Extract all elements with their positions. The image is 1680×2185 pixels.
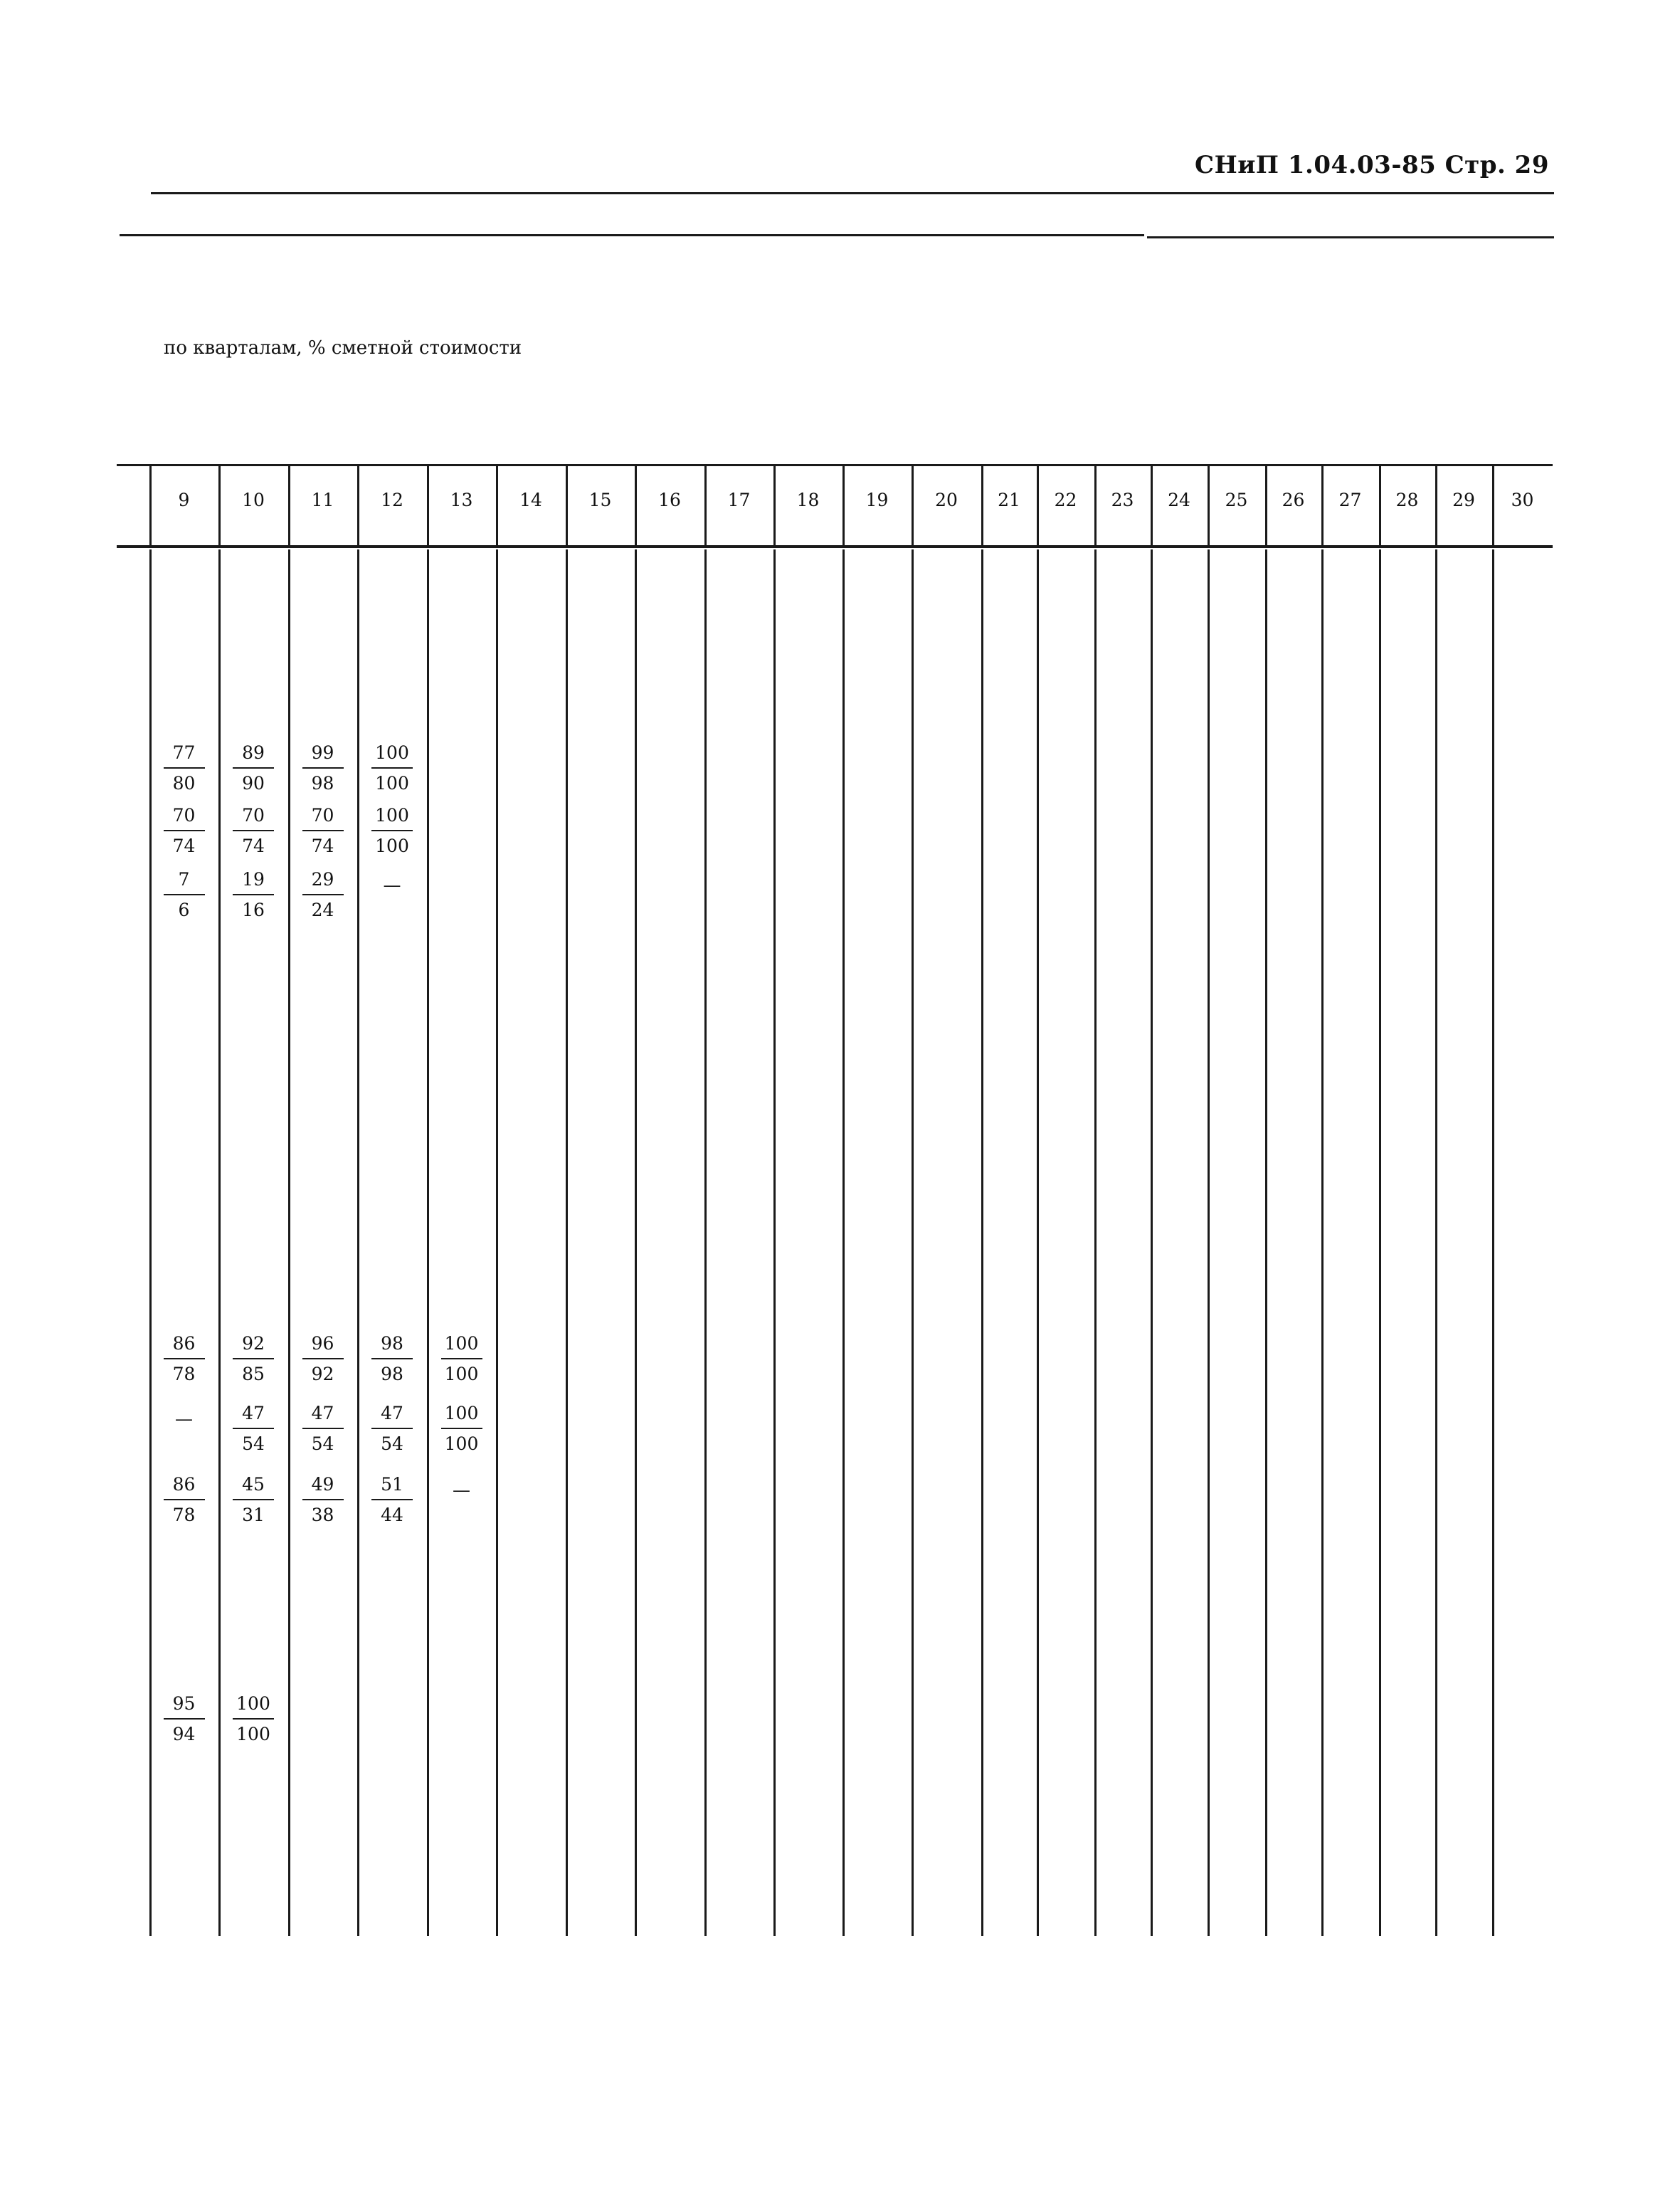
fraction-denominator: 38 xyxy=(311,1505,334,1525)
fraction-bar xyxy=(441,1358,482,1359)
fraction-cell xyxy=(295,742,352,795)
fraction-denominator: 74 xyxy=(242,836,265,856)
fraction-bar xyxy=(302,1358,344,1359)
column-header: 25 xyxy=(1225,490,1248,510)
fraction-bar xyxy=(233,894,274,895)
header-rule-left xyxy=(120,234,1144,236)
fraction-denominator: 98 xyxy=(311,773,334,794)
column-header: 22 xyxy=(1054,490,1077,510)
fraction-numerator: 100 xyxy=(236,1693,270,1714)
column-header: 20 xyxy=(935,490,958,510)
fraction-bar xyxy=(302,1499,344,1500)
fraction-cell xyxy=(364,742,421,795)
fraction-cell xyxy=(156,804,213,858)
fraction-numerator: 95 xyxy=(172,1693,196,1714)
fraction-bar xyxy=(164,767,205,769)
fraction-denominator: 78 xyxy=(172,1505,196,1525)
fraction-cell xyxy=(364,1473,421,1527)
column-header: 17 xyxy=(727,490,751,510)
fraction-bar xyxy=(233,1428,274,1429)
column-rule-header xyxy=(842,466,845,545)
fraction-numerator: 51 xyxy=(381,1474,403,1495)
column-header: 28 xyxy=(1395,490,1419,510)
fraction-bar xyxy=(371,1499,413,1500)
empty-cell-dash: — xyxy=(175,1409,193,1429)
fraction-bar xyxy=(371,830,413,831)
fraction-bar xyxy=(164,894,205,895)
fraction-denominator: 85 xyxy=(242,1364,265,1384)
column-rule-body xyxy=(1379,549,1381,1936)
fraction-cell xyxy=(156,868,213,922)
fraction-bar xyxy=(233,767,274,769)
fraction-cell xyxy=(295,1402,352,1455)
fraction-numerator: 49 xyxy=(311,1474,334,1495)
fraction-cell xyxy=(156,1692,213,1746)
fraction-cell xyxy=(156,1473,213,1527)
fraction-denominator: 54 xyxy=(381,1433,403,1454)
column-header: 19 xyxy=(865,490,889,510)
fraction-numerator: 19 xyxy=(242,869,265,890)
fraction-numerator: 99 xyxy=(311,742,334,763)
column-rule-body xyxy=(981,549,983,1936)
document-reference: СНиП 1.04.03-85 Стр. 29 xyxy=(1195,151,1549,179)
column-header: 26 xyxy=(1282,490,1305,510)
fraction-bar xyxy=(371,767,413,769)
fraction-cell xyxy=(295,804,352,858)
fraction-numerator: 47 xyxy=(311,1403,334,1423)
fraction-bar xyxy=(164,1358,205,1359)
column-header: 14 xyxy=(519,490,542,510)
fraction-cell xyxy=(364,804,421,858)
fraction-denominator: 92 xyxy=(311,1364,334,1384)
column-header: 21 xyxy=(998,490,1020,510)
fraction-denominator: 24 xyxy=(311,900,334,920)
fraction-bar xyxy=(233,1718,274,1720)
column-header: 12 xyxy=(381,490,403,510)
fraction-numerator: 70 xyxy=(311,805,334,826)
column-rule-body xyxy=(1435,549,1437,1936)
fraction-bar xyxy=(441,1428,482,1429)
fraction-cell xyxy=(225,804,282,858)
fraction-numerator: 98 xyxy=(381,1333,403,1354)
fraction-numerator: 100 xyxy=(375,742,409,763)
fraction-numerator: 92 xyxy=(242,1333,265,1354)
fraction-numerator: 70 xyxy=(242,805,265,826)
fraction-denominator: 54 xyxy=(242,1433,265,1454)
fraction-cell xyxy=(225,742,282,795)
fraction-bar xyxy=(164,1718,205,1720)
fraction-bar xyxy=(233,1499,274,1500)
fraction-denominator: 100 xyxy=(236,1724,270,1744)
fraction-bar xyxy=(302,767,344,769)
column-rule-header xyxy=(218,466,221,545)
column-rule-body xyxy=(1265,549,1267,1936)
fraction-cell xyxy=(364,1332,421,1386)
table-top-rule xyxy=(117,464,1553,466)
fraction-numerator: 45 xyxy=(242,1474,265,1495)
fraction-bar xyxy=(302,1428,344,1429)
fraction-cell xyxy=(295,1332,352,1386)
column-header: 23 xyxy=(1111,490,1134,510)
fraction-cell xyxy=(225,1473,282,1527)
table-caption: по кварталам, % сметной стоимости xyxy=(164,337,522,359)
fraction-cell xyxy=(433,1402,490,1455)
fraction-denominator: 54 xyxy=(311,1433,334,1454)
column-rule-header xyxy=(149,466,152,545)
fraction-denominator: 6 xyxy=(178,900,190,920)
column-rule-body xyxy=(1037,549,1039,1936)
column-rule-header xyxy=(912,466,914,545)
header-rule-top xyxy=(151,192,1554,194)
column-rule-body xyxy=(912,549,914,1936)
fraction-cell xyxy=(225,868,282,922)
fraction-denominator: 80 xyxy=(172,773,196,794)
fraction-numerator: 7 xyxy=(178,869,190,890)
column-header: 30 xyxy=(1511,490,1534,510)
column-rule-body xyxy=(635,549,637,1936)
fraction-numerator: 100 xyxy=(375,805,409,826)
fraction-denominator: 100 xyxy=(444,1433,479,1454)
fraction-denominator: 16 xyxy=(242,900,265,920)
fraction-numerator: 100 xyxy=(444,1403,479,1423)
fraction-cell xyxy=(225,1332,282,1386)
fraction-bar xyxy=(233,1358,274,1359)
column-rule-body xyxy=(149,549,152,1936)
column-header: 10 xyxy=(242,490,265,510)
column-rule-body xyxy=(566,549,568,1936)
column-header: 9 xyxy=(178,490,190,510)
fraction-denominator: 74 xyxy=(311,836,334,856)
fraction-denominator: 94 xyxy=(172,1724,196,1744)
column-header: 24 xyxy=(1168,490,1190,510)
fraction-cell xyxy=(225,1692,282,1746)
column-rule-body xyxy=(288,549,290,1936)
column-rule-body xyxy=(357,549,359,1936)
column-rule-body xyxy=(704,549,707,1936)
fraction-denominator: 31 xyxy=(242,1505,265,1525)
column-header: 11 xyxy=(311,490,334,510)
fraction-bar xyxy=(233,830,274,831)
fraction-denominator: 100 xyxy=(444,1364,479,1384)
column-rule-header xyxy=(357,466,359,545)
column-header: 15 xyxy=(588,490,612,510)
fraction-bar xyxy=(371,1428,413,1429)
fraction-numerator: 77 xyxy=(172,742,196,763)
fraction-denominator: 98 xyxy=(381,1364,403,1384)
column-rule-header xyxy=(288,466,290,545)
fraction-bar xyxy=(302,894,344,895)
fraction-bar xyxy=(164,830,205,831)
column-rule-body xyxy=(842,549,845,1936)
fraction-bar xyxy=(302,830,344,831)
column-rule-body xyxy=(1094,549,1097,1936)
column-header: 29 xyxy=(1452,490,1475,510)
column-rule-header xyxy=(427,466,429,545)
column-rule-header xyxy=(773,466,776,545)
empty-cell-dash: — xyxy=(453,1480,470,1500)
fraction-bar xyxy=(371,1358,413,1359)
fraction-denominator: 90 xyxy=(242,773,265,794)
fraction-denominator: 78 xyxy=(172,1364,196,1384)
fraction-cell xyxy=(156,742,213,795)
fraction-denominator: 44 xyxy=(381,1505,403,1525)
fraction-denominator: 74 xyxy=(172,836,196,856)
column-header: 18 xyxy=(796,490,820,510)
column-rule-header xyxy=(635,466,637,545)
fraction-cell xyxy=(225,1402,282,1455)
column-rule-body xyxy=(427,549,429,1936)
fraction-numerator: 100 xyxy=(444,1333,479,1354)
fraction-cell xyxy=(156,1332,213,1386)
column-rule-header xyxy=(566,466,568,545)
fraction-numerator: 86 xyxy=(172,1333,196,1354)
fraction-cell xyxy=(295,868,352,922)
fraction-numerator: 70 xyxy=(172,805,196,826)
header-rule-right xyxy=(1147,236,1554,238)
column-header: 27 xyxy=(1338,490,1362,510)
fraction-denominator: 100 xyxy=(375,836,409,856)
column-header: 13 xyxy=(450,490,473,510)
column-rule-body xyxy=(1492,549,1494,1936)
fraction-cell xyxy=(433,1332,490,1386)
fraction-numerator: 47 xyxy=(242,1403,265,1423)
table-header-bottom-rule xyxy=(117,545,1553,548)
fraction-numerator: 89 xyxy=(242,742,265,763)
column-rule-body xyxy=(1321,549,1324,1936)
column-header: 16 xyxy=(658,490,681,510)
fraction-numerator: 29 xyxy=(311,869,334,890)
column-rule-body xyxy=(773,549,776,1936)
fraction-numerator: 96 xyxy=(311,1333,334,1354)
fraction-bar xyxy=(164,1499,205,1500)
fraction-cell xyxy=(295,1473,352,1527)
fraction-cell xyxy=(364,1402,421,1455)
column-rule-header xyxy=(496,466,498,545)
fraction-numerator: 47 xyxy=(381,1403,403,1423)
empty-cell-dash: — xyxy=(383,875,401,895)
fraction-denominator: 100 xyxy=(375,773,409,794)
fraction-numerator: 86 xyxy=(172,1474,196,1495)
column-rule-body xyxy=(1208,549,1210,1936)
column-rule-body xyxy=(1151,549,1153,1936)
column-rule-body xyxy=(496,549,498,1936)
column-rule-body xyxy=(218,549,221,1936)
column-rule-header xyxy=(704,466,707,545)
